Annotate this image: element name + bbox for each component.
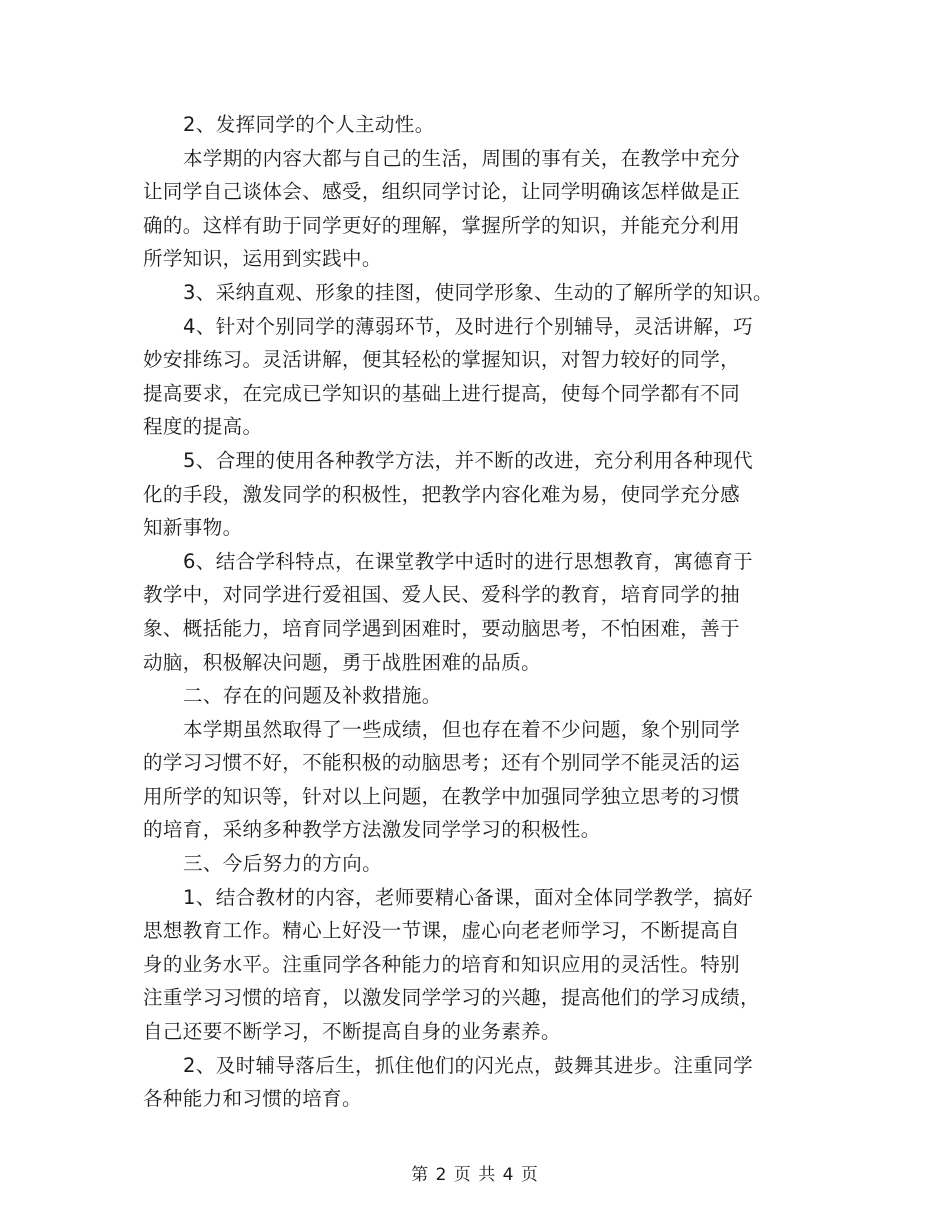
text-line: 自己还要不断学习，不断提高自身的业务素养。 xyxy=(143,1020,561,1044)
document-body xyxy=(143,108,818,1116)
text-line: 6、结合学科特点，在课堂教学中适时的进行思想教育，寓德育于 xyxy=(183,549,754,573)
text-line: 各种能力和习惯的培育。 xyxy=(143,1087,362,1111)
text-line: 的培育，采纳多种教学方法激发同学学习的积极性。 xyxy=(143,818,601,842)
text-line: 让同学自己谈体会、感受，组织同学讨论，让同学明确该怎样做是正 xyxy=(143,180,741,204)
text-line: 三、今后努力的方向。 xyxy=(183,852,383,876)
text-line: 3、采纳直观、形象的挂图，使同学形象、生动的了解所学的知识。 xyxy=(183,280,773,304)
text-line: 象、概括能力，培育同学遇到困难时，要动脑思考，不怕困难，善于 xyxy=(143,616,741,640)
text-line: 的学习习惯不好，不能积极的动脑思考；还有个别同学不能灵活的运 xyxy=(143,751,741,775)
text-line: 1、结合教材的内容，老师要精心备课，面对全体同学教学，搞好 xyxy=(183,885,754,909)
text-line: 本学期的内容大都与自己的生活，周围的事有关，在教学中充分 xyxy=(183,146,741,170)
text-line: 思想教育工作。精心上好没一节课，虚心向老老师学习，不断提高自 xyxy=(143,919,741,943)
page-footer: 第 2 页 共 4 页 xyxy=(411,1165,539,1185)
text-line: 二、存在的问题及补救措施。 xyxy=(183,684,442,708)
text-line: 教学中，对同学进行爱祖国、爱人民、爱科学的教育，培育同学的抽 xyxy=(143,583,741,607)
text-line: 4、针对个别同学的薄弱环节，及时进行个别辅导，灵活讲解，巧 xyxy=(183,314,754,338)
text-line: 用所学的知识等，针对以上问题，在教学中加强同学独立思考的习惯 xyxy=(143,784,741,808)
text-line: 程度的提高。 xyxy=(143,415,263,439)
text-line: 2、发挥同学的个人主动性。 xyxy=(183,113,435,136)
text-line: 确的。这样有助于同学更好的理解，掌握所学的知识，并能充分利用 xyxy=(143,213,741,237)
text-line: 所学知识，运用到实践中。 xyxy=(143,247,382,271)
text-line: 知新事物。 xyxy=(143,516,243,540)
text-line: 化的手段，激发同学的积极性，把教学内容化难为易，使同学充分感 xyxy=(143,482,741,506)
text-line: 妙安排练习。灵活讲解，便其轻松的掌握知识，对智力较好的同学， xyxy=(143,348,741,372)
text-line: 注重学习习惯的培育，以激发同学学习的兴趣，提高他们的学习成绩， xyxy=(143,986,760,1010)
text-line: 动脑，积极解决问题，勇于战胜困难的品质。 xyxy=(143,650,542,674)
text-line: 本学期虽然取得了一些成绩，但也存在着不少问题，象个别同学 xyxy=(183,717,741,741)
text-line: 身的业务水平。注重同学各种能力的培育和知识应用的灵活性。特别 xyxy=(143,952,741,976)
text-line: 提高要求，在完成已学知识的基础上进行提高，使每个同学都有不同 xyxy=(143,381,741,405)
text-line: 5、合理的使用各种教学方法，并不断的改进，充分利用各种现代 xyxy=(183,448,754,472)
text-line: 2、及时辅导落后生，抓住他们的闪光点，鼓舞其进步。注重同学 xyxy=(183,1053,754,1077)
